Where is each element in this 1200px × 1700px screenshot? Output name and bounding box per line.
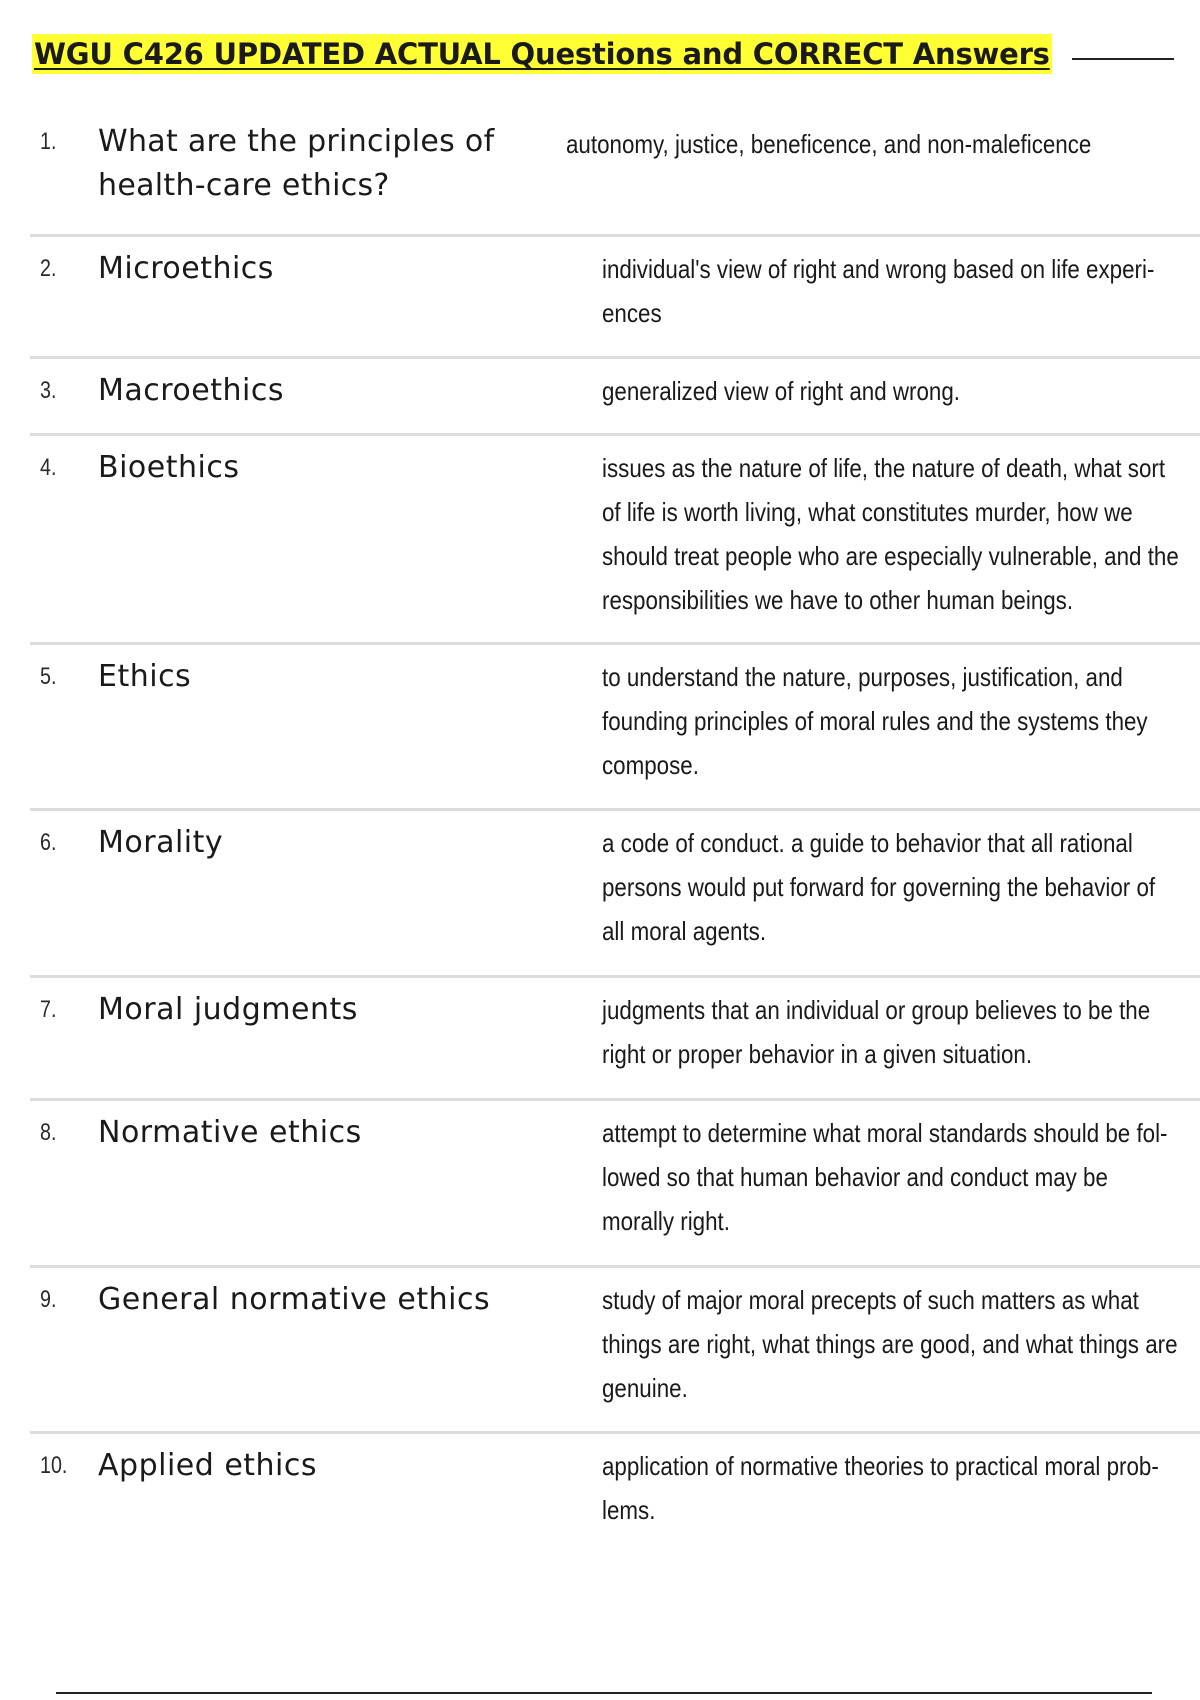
footer-rule [56, 1692, 1152, 1694]
item-definition: judgments that an individual or group believes to be the right or proper behavior in a given situation. [602, 995, 1151, 1069]
item-term: Applied ethics [98, 1448, 318, 1483]
item-term: Microethics [98, 251, 274, 286]
item-number: 10. [40, 1452, 68, 1479]
item-number: 6. [40, 829, 57, 856]
item-term: Moral judgments [98, 992, 358, 1027]
item-term: What are the principles of health-care ethics? [98, 124, 495, 203]
qa-row [30, 1268, 1200, 1434]
item-definition: attempt to determine what moral standards should be fol-lowed so that human behavior and conduct may be morally right. [602, 1118, 1168, 1236]
item-definition: issues as the nature of life, the nature of death, what sort of life is worth living, what constitutes murder, how we should treat people who are especially vulnerable, and the responsibilities we have to other human beings. [602, 453, 1179, 615]
qa-row [30, 359, 1200, 436]
item-number: 4. [40, 454, 57, 481]
qa-row [30, 645, 1200, 811]
item-number: 3. [40, 377, 57, 404]
item-term: Ethics [98, 659, 192, 694]
qa-row [30, 436, 1200, 645]
item-term: Morality [98, 825, 224, 860]
item-definition: to understand the nature, purposes, justification, and founding principles of moral rules and the systems they compose. [602, 662, 1148, 780]
qa-row [30, 1101, 1200, 1268]
page-title: WGU C426 UPDATED ACTUAL Questions and CORRECT Answers [32, 34, 1052, 74]
qa-row [30, 811, 1200, 978]
qa-list [30, 120, 1200, 1554]
item-definition: generalized view of right and wrong. [602, 376, 960, 406]
item-definition: study of major moral precepts of such matters as what things are right, what things are good, and what things are genuine. [602, 1285, 1178, 1403]
item-number: 5. [40, 663, 57, 690]
title-underline-rule [1072, 58, 1174, 60]
item-term: Normative ethics [98, 1115, 362, 1150]
item-definition: autonomy, justice, beneficence, and non-maleficence [566, 129, 1092, 159]
item-number: 2. [40, 255, 57, 282]
title-block [32, 34, 1140, 74]
item-term: Macroethics [98, 373, 284, 408]
item-term: General normative ethics [98, 1282, 491, 1317]
qa-row [30, 1434, 1200, 1554]
qa-row [30, 120, 1200, 237]
item-number: 1. [40, 128, 57, 155]
item-number: 9. [40, 1286, 57, 1313]
qa-row [30, 978, 1200, 1101]
item-number: 7. [40, 996, 57, 1023]
item-definition: application of normative theories to practical moral prob-lems. [602, 1451, 1159, 1525]
item-definition: a code of conduct. a guide to behavior that all rational persons would put forward for governing the behavior of all moral agents. [602, 828, 1156, 946]
item-term: Bioethics [98, 450, 240, 485]
item-number: 8. [40, 1119, 57, 1146]
qa-row [30, 237, 1200, 359]
item-definition: individual's view of right and wrong based on life experi-ences [602, 254, 1155, 328]
